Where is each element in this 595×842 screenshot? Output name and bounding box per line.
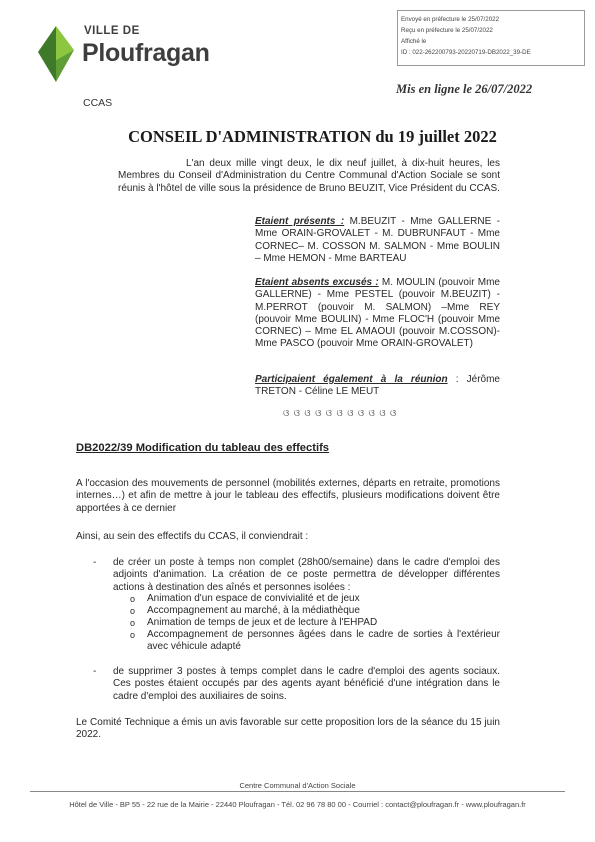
stamp-posted: Affiché le bbox=[401, 38, 427, 45]
sub-item-text: Animation d'un espace de convivialité et de jeux bbox=[147, 593, 360, 604]
body-paragraph-1: A l'occasion des mouvements de personnel (mobilités externes, départs en retraite, promotions internes…) et afin de mettre à jour le tableau des effectifs, plusieurs modifications doivent être apportées à ce dernier bbox=[76, 478, 500, 514]
presents-block bbox=[255, 216, 500, 265]
page-title bbox=[0, 127, 595, 147]
participants-text: : Jérôme TRETON - Céline LE MEUT bbox=[255, 374, 500, 398]
participants-heading: Participaient également à la réunion bbox=[255, 374, 448, 385]
intro-paragraph: L'an deux mille vingt deux, le dix neuf juillet, à dix-huit heures, les Membres du Conseil d'Administration du Centre Communal d'Action Sociale se sont réunis à l'hôtel de ville sous la présidence de Bruno BEUZIT, Vice Président du CCAS. bbox=[118, 158, 500, 194]
sub-item-text: Accompagnement de personnes âgées dans le cadre de sorties à l'extérieur avec véhicule adapté bbox=[147, 629, 500, 653]
circle-bullet-icon: o bbox=[130, 630, 136, 640]
logo-city-text: Ploufragan bbox=[82, 39, 210, 67]
sub-item-text: Accompagnement au marché, à la médiathèque bbox=[147, 605, 360, 616]
section-title: DB2022/39 Modification du tableau des effectifs bbox=[76, 442, 330, 454]
separator-ornament: ଓ ଓ ଓ ଓ ଓ ଓ ଓ ଓ ଓ ଓ ଓ bbox=[283, 408, 398, 418]
participants-block bbox=[255, 374, 500, 399]
stamp-received: Reçu en préfecture le 25/07/2022 bbox=[401, 27, 493, 34]
absents-heading: Etaient absents excusés : bbox=[255, 277, 379, 288]
online-date: Mis en ligne le 26/07/2022 bbox=[396, 82, 533, 96]
org-label: CCAS bbox=[83, 97, 113, 109]
circle-bullet-icon: o bbox=[130, 594, 136, 604]
body-paragraph-2: Ainsi, au sein des effectifs du CCAS, il conviendrait : bbox=[76, 531, 309, 542]
prefecture-stamp bbox=[397, 10, 585, 66]
circle-bullet-icon: o bbox=[130, 618, 136, 628]
stamp-sent: Envoyé en préfecture le 25/07/2022 bbox=[401, 16, 500, 23]
bullet-create-post bbox=[93, 557, 500, 594]
logo-ville-text: VILLE DE bbox=[84, 25, 140, 37]
bullet-dash: - bbox=[93, 557, 97, 568]
footer-org: Centre Communal d'Action Sociale bbox=[239, 781, 356, 790]
bullet-create-post-text: de créer un poste à temps non complet (28h00/semaine) dans le cadre d'emploi des adjoints d'animation. La création de ce poste permettra de développer différentes actions à destination des aînés et personnes isolées : bbox=[113, 557, 500, 593]
sub-item bbox=[130, 605, 500, 617]
footer-divider bbox=[30, 791, 565, 792]
sub-item bbox=[130, 593, 500, 605]
stamp-id: ID : 022-262200793-20220719-DB2022_39-DE bbox=[401, 49, 531, 56]
presents-heading: Etaient présents : bbox=[255, 216, 345, 227]
ploufragan-leaf-icon bbox=[34, 22, 80, 84]
absents-block bbox=[255, 277, 500, 351]
sub-item bbox=[130, 617, 500, 629]
bullet-dash: - bbox=[93, 666, 97, 677]
presents-text: M.BEUZIT - Mme GALLERNE - Mme ORAIN-GROVALET - M. DUBRUNFAUT - Mme CORNEC– M. COSSON M. SALMON - Mme BOULIN – Mme HEMON - Mme BARTEAU bbox=[255, 216, 500, 264]
final-paragraph: Le Comité Technique a émis un avis favorable sur cette proposition lors de la séance du 15 juin 2022. bbox=[76, 717, 500, 741]
absents-text: M. MOULIN (pouvoir Mme GALLERNE) - Mme PESTEL (pouvoir M.BEUZIT) - M.PERROT (pouvoir M. SALMON) –Mme REY (pouvoir Mme BOULIN) - Mme FLOC'H (pouvoir Mme CORNEC) – Mme EL AMAOUI (pouvoir M.COSSON)- Mme PASCO (pouvoir Mme ORAIN-GROVALET) bbox=[255, 277, 500, 350]
footer-contact: Hôtel de Ville - BP 55 - 22 rue de la Mairie - 22440 Ploufragan - Tél. 02 96 78 80 00 - Courriel : contact@ploufragan.fr - www.ploufragan.fr bbox=[69, 800, 526, 809]
page-title-text: CONSEIL D'ADMINISTRATION du 19 juillet 2022 bbox=[128, 127, 497, 146]
sub-item bbox=[130, 629, 500, 654]
sub-item-text: Animation de temps de jeux et de lecture à l'EHPAD bbox=[147, 617, 378, 628]
bullet-delete-posts-text: de supprimer 3 postes à temps complet dans le cadre d'emploi des agents sociaux. Ces postes étaient occupés par des agents ayant bénéficié d'une intégration dans le cadre d'emploi des auxiliaires de soins. bbox=[113, 666, 500, 702]
bullet-delete-posts bbox=[93, 666, 500, 703]
city-logo bbox=[34, 22, 224, 86]
circle-bullet-icon: o bbox=[130, 606, 136, 616]
